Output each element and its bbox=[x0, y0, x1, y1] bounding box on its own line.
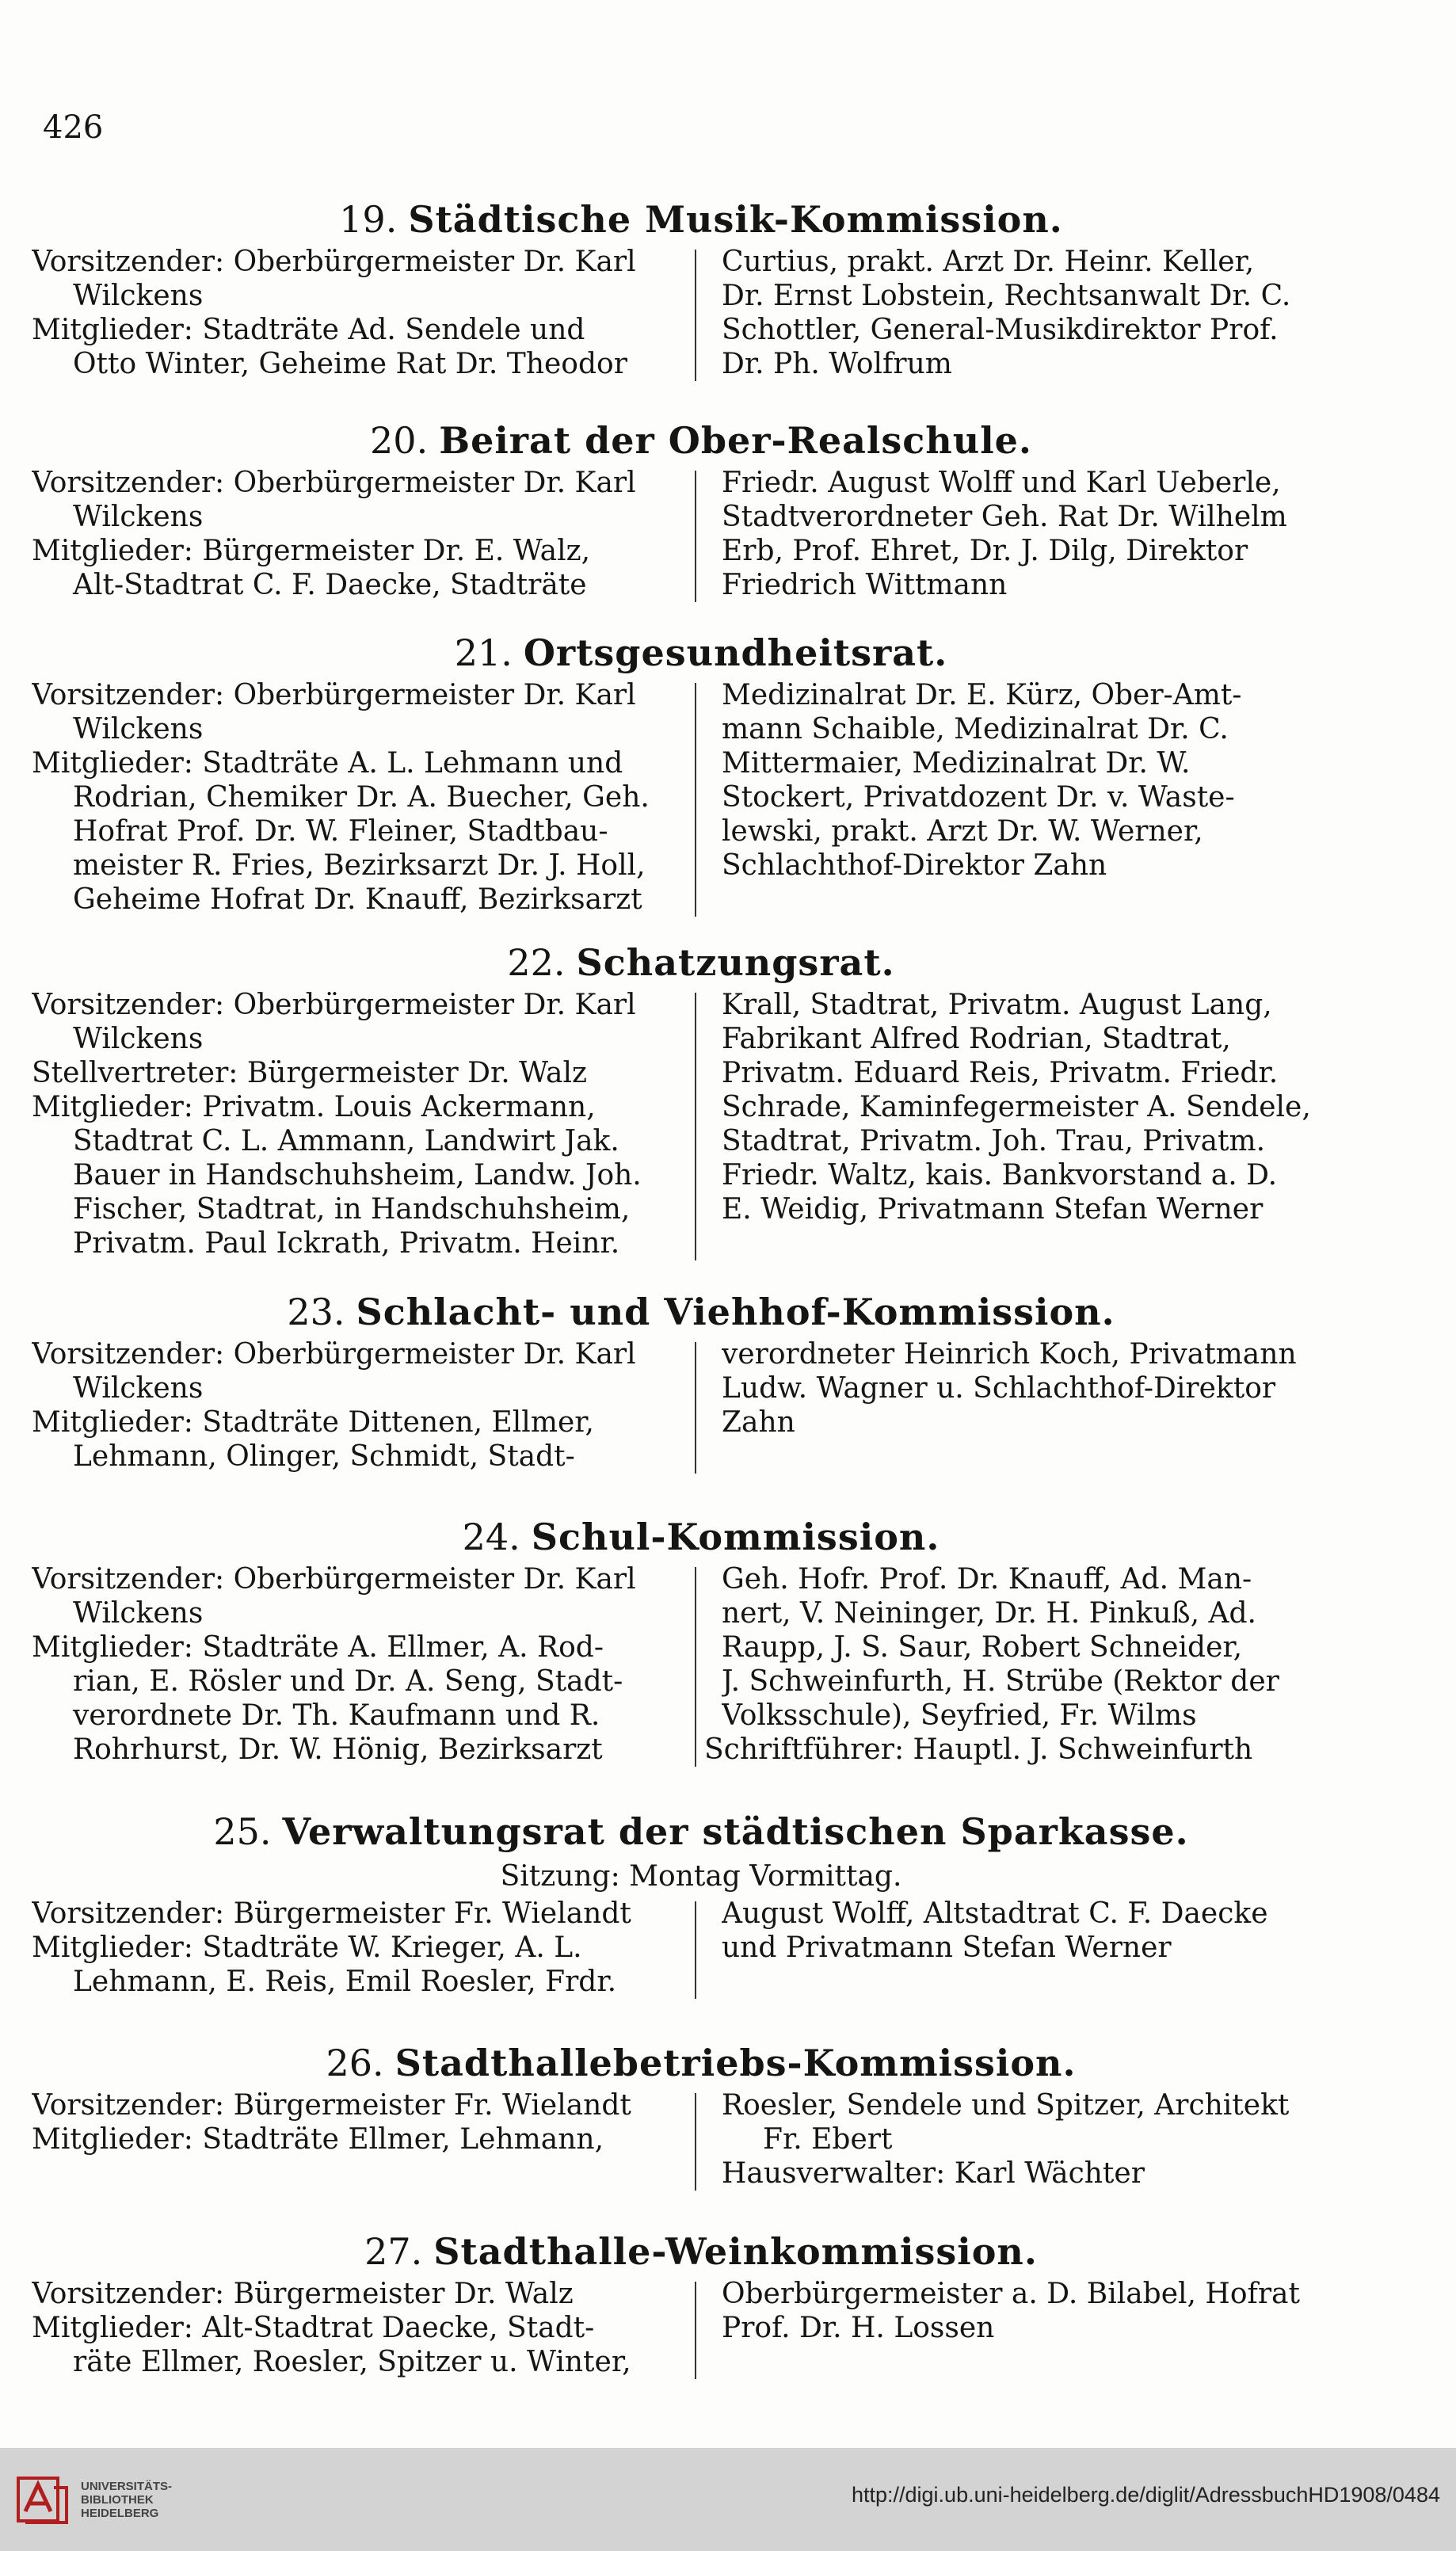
text-line: räte Ellmer, Roesler, Spitzer u. Winter, bbox=[73, 2346, 631, 2378]
column-divider bbox=[695, 1901, 696, 1999]
text-line: Fr. Ebert bbox=[763, 2123, 893, 2156]
text-line: Volksschule), Seyfried, Fr. Wilms bbox=[722, 1699, 1197, 1732]
text-line: Roesler, Sendele und Spitzer, Architekt bbox=[722, 2089, 1290, 2122]
section-number: 19. bbox=[339, 198, 398, 241]
column-divider bbox=[695, 471, 696, 602]
section bbox=[32, 2226, 1370, 2379]
text-line: lewski, prakt. Arzt Dr. W. Werner, bbox=[722, 815, 1203, 848]
left-column bbox=[32, 1337, 701, 1474]
text-line: Schlachthof-Direktor Zahn bbox=[722, 849, 1107, 882]
text-line: Wilckens bbox=[73, 713, 204, 745]
text-line: Mitglieder: Stadträte Ad. Sendele und bbox=[32, 314, 585, 346]
left-column bbox=[32, 2088, 701, 2191]
text-line: verordnete Dr. Th. Kaufmann und R. bbox=[73, 1699, 600, 1732]
library-seal-icon bbox=[16, 2472, 71, 2527]
text-line: Vorsitzender: Bürgermeister Fr. Wielandt bbox=[32, 1897, 631, 1930]
text-line: Wilckens bbox=[73, 1023, 204, 1055]
section bbox=[32, 1287, 1370, 1474]
column-divider bbox=[695, 2093, 696, 2191]
left-column bbox=[32, 466, 701, 602]
section bbox=[32, 194, 1370, 381]
text-line: E. Weidig, Privatmann Stefan Werner bbox=[722, 1193, 1264, 1226]
left-column bbox=[32, 988, 701, 1260]
two-column-text bbox=[32, 1337, 1370, 1474]
text-line: Fabrikant Alfred Rodrian, Stadtrat, bbox=[722, 1023, 1231, 1055]
text-line: Dr. Ernst Lobstein, Rechtsanwalt Dr. C. bbox=[722, 280, 1291, 312]
logo-line: BIBLIOTHEK bbox=[81, 2492, 154, 2507]
text-line: Stellvertreter: Bürgermeister Dr. Walz bbox=[32, 1057, 587, 1089]
section-number: 24. bbox=[462, 1516, 520, 1558]
section-heading: Städtische Musik-Kommission. bbox=[408, 198, 1063, 241]
text-line: Otto Winter, Geheime Rat Dr. Theodor bbox=[73, 348, 627, 380]
page-number: 426 bbox=[43, 109, 104, 146]
text-line: und Privatmann Stefan Werner bbox=[722, 1931, 1172, 1964]
left-column bbox=[32, 1562, 701, 1767]
two-column-text bbox=[32, 1897, 1370, 1999]
text-line: Schriftführer: Hauptl. J. Schweinfurth bbox=[704, 1733, 1253, 1766]
section-heading: Ortsgesundheitsrat. bbox=[523, 631, 948, 674]
right-column bbox=[701, 988, 1370, 1260]
text-line: Friedrich Wittmann bbox=[722, 569, 1008, 601]
two-column-text bbox=[32, 678, 1370, 917]
text-line: Friedr. August Wolff und Karl Ueberle, bbox=[722, 467, 1281, 499]
text-line: Vorsitzender: Oberbürgermeister Dr. Karl bbox=[32, 467, 636, 499]
text-line: Oberbürgermeister a. D. Bilabel, Hofrat bbox=[722, 2278, 1300, 2310]
section-heading: Schatzungsrat. bbox=[576, 941, 895, 984]
section-subtitle: Sitzung: Montag Vormittag. bbox=[500, 1860, 902, 1893]
two-column-text bbox=[32, 2277, 1370, 2379]
two-column-text bbox=[32, 466, 1370, 602]
text-line: Vorsitzender: Oberbürgermeister Dr. Karl bbox=[32, 679, 636, 711]
two-column-text bbox=[32, 988, 1370, 1260]
library-logo[interactable] bbox=[16, 2472, 172, 2527]
footer-bar bbox=[0, 2448, 1456, 2551]
right-column bbox=[701, 245, 1370, 381]
text-line: Vorsitzender: Oberbürgermeister Dr. Karl bbox=[32, 1338, 636, 1371]
text-line: Alt-Stadtrat C. F. Daecke, Stadträte bbox=[73, 569, 587, 601]
text-line: Lehmann, E. Reis, Emil Roesler, Frdr. bbox=[73, 1966, 617, 1998]
text-line: Curtius, prakt. Arzt Dr. Heinr. Keller, bbox=[722, 246, 1255, 278]
section-number: 27. bbox=[364, 2230, 423, 2273]
section-title bbox=[32, 1287, 1370, 1337]
text-line: Privatm. Eduard Reis, Privatm. Friedr. bbox=[722, 1057, 1279, 1089]
text-line: Zahn bbox=[722, 1406, 795, 1439]
text-line: Mitglieder: Bürgermeister Dr. E. Walz, bbox=[32, 535, 591, 567]
text-line: rian, E. Rösler und Dr. A. Seng, Stadt- bbox=[73, 1665, 623, 1698]
text-line: Wilckens bbox=[73, 501, 204, 533]
text-line: Vorsitzender: Oberbürgermeister Dr. Karl bbox=[32, 246, 636, 278]
text-line: Mitglieder: Alt-Stadtrat Daecke, Stadt- bbox=[32, 2312, 595, 2344]
text-line: Bauer in Handschuhsheim, Landw. Joh. bbox=[73, 1159, 642, 1192]
right-column bbox=[701, 678, 1370, 917]
text-line: Krall, Stadtrat, Privatm. August Lang, bbox=[722, 989, 1272, 1021]
text-line: Erb, Prof. Ehret, Dr. J. Dilg, Direktor bbox=[722, 535, 1248, 567]
section-number: 20. bbox=[370, 419, 429, 462]
text-line: August Wolff, Altstadtrat C. F. Daecke bbox=[722, 1897, 1268, 1930]
text-line: Fischer, Stadtrat, in Handschuhsheim, bbox=[73, 1193, 631, 1226]
right-column bbox=[701, 2277, 1370, 2379]
left-column bbox=[32, 678, 701, 917]
right-column bbox=[701, 466, 1370, 602]
text-line: Geh. Hofr. Prof. Dr. Knauff, Ad. Man- bbox=[722, 1563, 1252, 1596]
section-title bbox=[32, 2226, 1370, 2277]
text-line: Mittermaier, Medizinalrat Dr. W. bbox=[722, 747, 1191, 780]
text-line: Dr. Ph. Wolfrum bbox=[722, 348, 952, 380]
column-divider bbox=[695, 250, 696, 381]
section bbox=[32, 2038, 1370, 2191]
section bbox=[32, 415, 1370, 602]
column-divider bbox=[695, 1342, 696, 1474]
text-line: Stockert, Privatdozent Dr. v. Waste- bbox=[722, 781, 1235, 814]
section-title bbox=[32, 1806, 1370, 1857]
logo-text bbox=[81, 2480, 172, 2520]
text-line: Mitglieder: Privatm. Louis Ackermann, bbox=[32, 1091, 596, 1123]
section bbox=[32, 1512, 1370, 1767]
text-line: Medizinalrat Dr. E. Kürz, Ober-Amt- bbox=[722, 679, 1242, 711]
text-line: Hausverwalter: Karl Wächter bbox=[722, 2157, 1145, 2190]
left-column bbox=[32, 245, 701, 381]
column-divider bbox=[695, 1567, 696, 1767]
section-heading: Beirat der Ober-Realschule. bbox=[439, 419, 1032, 462]
two-column-text bbox=[32, 1562, 1370, 1767]
text-line: Ludw. Wagner u. Schlachthof-Direktor bbox=[722, 1372, 1276, 1405]
text-line: Mitglieder: Stadträte W. Krieger, A. L. bbox=[32, 1931, 582, 1964]
column-divider bbox=[695, 2282, 696, 2379]
section-number: 26. bbox=[326, 2042, 384, 2084]
section-heading: Stadthalle-Weinkommission. bbox=[433, 2230, 1038, 2273]
text-line: Geheime Hofrat Dr. Knauff, Bezirksarzt bbox=[73, 883, 642, 916]
section-heading: Schul-Kommission. bbox=[531, 1516, 940, 1558]
text-line: nert, V. Neininger, Dr. H. Pinkuß, Ad. bbox=[722, 1597, 1256, 1630]
right-column bbox=[701, 2088, 1370, 2191]
section-number: 22. bbox=[507, 941, 566, 984]
text-line: Rodrian, Chemiker Dr. A. Buecher, Geh. bbox=[73, 781, 650, 814]
column-divider bbox=[695, 993, 696, 1260]
source-url-link[interactable]: http://digi.ub.uni-heidelberg.de/diglit/AdressbuchHD1908/0484 bbox=[851, 2483, 1440, 2507]
text-line: Lehmann, Olinger, Schmidt, Stadt- bbox=[73, 1440, 575, 1473]
text-line: meister R. Fries, Bezirksarzt Dr. J. Holl, bbox=[73, 849, 646, 882]
text-line: Raupp, J. S. Saur, Robert Schneider, bbox=[722, 1631, 1243, 1664]
text-line: Hofrat Prof. Dr. W. Fleiner, Stadtbau- bbox=[73, 815, 608, 848]
text-line: Stadtrat, Privatm. Joh. Trau, Privatm. bbox=[722, 1125, 1266, 1157]
section-title bbox=[32, 627, 1370, 678]
section-number: 25. bbox=[213, 1810, 272, 1853]
text-line: Vorsitzender: Oberbürgermeister Dr. Karl bbox=[32, 989, 636, 1021]
text-line: Mitglieder: Stadträte A. L. Lehmann und bbox=[32, 747, 623, 780]
section bbox=[32, 1806, 1370, 1999]
section-title bbox=[32, 937, 1370, 988]
text-line: verordneter Heinrich Koch, Privatmann bbox=[722, 1338, 1297, 1371]
section-title bbox=[32, 1512, 1370, 1562]
text-line: Vorsitzender: Bürgermeister Dr. Walz bbox=[32, 2278, 574, 2310]
text-line: Mitglieder: Stadträte A. Ellmer, A. Rod- bbox=[32, 1631, 604, 1664]
section-title bbox=[32, 194, 1370, 245]
section-heading: Stadthallebetriebs-Kommission. bbox=[394, 2042, 1077, 2084]
right-column bbox=[701, 1897, 1370, 1999]
section-heading: Schlacht- und Viehhof-Kommission. bbox=[356, 1291, 1115, 1333]
text-line: Wilckens bbox=[73, 1597, 204, 1630]
text-line: Schottler, General-Musikdirektor Prof. bbox=[722, 314, 1279, 346]
text-line: Mitglieder: Stadträte Ellmer, Lehmann, bbox=[32, 2123, 604, 2156]
left-column bbox=[32, 1897, 701, 1999]
right-column bbox=[701, 1337, 1370, 1474]
section-title bbox=[32, 415, 1370, 466]
text-line: J. Schweinfurth, H. Strübe (Rektor der bbox=[722, 1665, 1279, 1698]
text-line: Mitglieder: Stadträte Dittenen, Ellmer, bbox=[32, 1406, 594, 1439]
text-line: Friedr. Waltz, kais. Bankvorstand a. D. bbox=[722, 1159, 1278, 1192]
column-divider bbox=[695, 683, 696, 917]
text-line: Stadtverordneter Geh. Rat Dr. Wilhelm bbox=[722, 501, 1287, 533]
text-line: Schrade, Kaminfegermeister A. Sendele, bbox=[722, 1091, 1311, 1123]
text-line: Vorsitzender: Bürgermeister Fr. Wielandt bbox=[32, 2089, 631, 2122]
section bbox=[32, 627, 1370, 917]
text-line: Privatm. Paul Ickrath, Privatm. Heinr. bbox=[73, 1227, 620, 1260]
two-column-text bbox=[32, 245, 1370, 381]
text-line: mann Schaible, Medizinalrat Dr. C. bbox=[722, 713, 1229, 745]
section bbox=[32, 937, 1370, 1260]
text-line: Prof. Dr. H. Lossen bbox=[722, 2312, 995, 2344]
text-line: Stadtrat C. L. Ammann, Landwirt Jak. bbox=[73, 1125, 619, 1157]
two-column-text bbox=[32, 2088, 1370, 2191]
text-line: Rohrhurst, Dr. W. Hönig, Bezirksarzt bbox=[73, 1733, 603, 1766]
left-column bbox=[32, 2277, 701, 2379]
text-line: Wilckens bbox=[73, 280, 204, 312]
section-number: 21. bbox=[454, 631, 513, 674]
section-number: 23. bbox=[287, 1291, 345, 1333]
section-heading: Verwaltungsrat der städtischen Sparkasse. bbox=[282, 1810, 1189, 1853]
logo-line: UNIVERSITÄTS- bbox=[81, 2479, 173, 2493]
right-column bbox=[701, 1562, 1370, 1767]
logo-line: HEIDELBERG bbox=[81, 2506, 159, 2520]
text-line: Wilckens bbox=[73, 1372, 204, 1405]
text-line: Vorsitzender: Oberbürgermeister Dr. Karl bbox=[32, 1563, 636, 1596]
section-title bbox=[32, 2038, 1370, 2088]
